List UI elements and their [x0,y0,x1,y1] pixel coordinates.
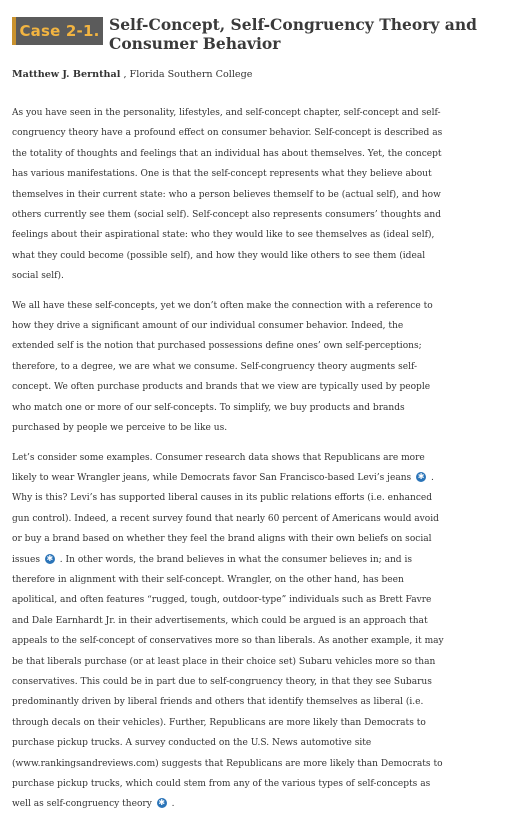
reference-icon[interactable]: ✱ [417,471,425,481]
paragraph-3-part-1: Let’s consider some examples. Consumer research data shows that Republicans are more likely to wear Wrangler jeans, while Democrats favor San Francisco-based Levi’s jeans [12,452,425,483]
author-name: Matthew J. Bernthal [12,69,121,80]
reference-icon[interactable]: ✱ [46,553,54,563]
case-body [12,103,444,824]
paragraph-3-part-3: . In other words, the brand believes in what the consumer believes in; and is therefore in alignment with their self-concept. Wrangler, on the other hand, has been apolitical, and often features “rugged, tough, outdoor-type” individuals such as Brett Favre and Dale Earnhardt Jr. in their advertisements, which could be argued is an approach that appeals to the self-concept of conservatives more so than liberals. As another example, it may be that liberals purchase (or at least place in their choice set) Subaru vehicles more so than conservatives. This could be in part due to self-congruency theory, in that they see Subarus predominantly driven by liberal friends and others that identify themselves as liberal (i.e. through decals on their vehicles). Further, Republicans are more likely than Democrats to purchase pickup trucks. A survey conducted on the U.S. News automotive site (www.rankingsandreviews.com) suggests that Republicans are more likely than Democrats to purchase pickup trucks, which could stem from any of the various types of self-concepts as well as self-congruency theory [12,554,444,810]
paragraph-3-part-4: . [171,799,175,810]
paragraph-3-part-2: . Why is this? Levi’s has supported liberal causes in its public relations efforts (i.e. enhanced gun control). Indeed, a recent survey found that nearly 60 percent of Americans would avoid or buy a brand based on whether they feel the brand aligns with their own beliefs on social issues [12,472,439,565]
author-affiliation: , Florida Southern College [123,69,253,80]
case-title: Self-Concept, Self-Congruency Theory and Consumer Behavior [109,15,477,53]
paragraph-3 [12,448,444,815]
author-line [12,68,252,82]
paragraph-1: As you have seen in the personality, lifestyles, and self-concept chapter, self-concept and self-congruency theory have a profound effect on consumer behavior. Self-concept is described as the totality of thoughts and feelings that an individual has about themselves. Yet, the concept has various manifestations. One is that the self-concept represents what they believe about themselves in their current state: who a person believes themself to be (actual self), and how others currently see them (social self). Self-concept also represents consumers’ thoughts and feelings about their aspirational state: who they would like to see themselves as (ideal self), what they could become (possible self), and how they would like others to see them (ideal social self). [12,108,443,282]
case-label-badge: Case 2-1. [12,17,103,45]
reference-icon[interactable]: ✱ [158,798,166,808]
paragraph-2: We all have these self-concepts, yet we don’t often make the connection with a reference to how they drive a significant amount of our individual consumer behavior. Indeed, the extended self is the notion that purchased possessions define ones’ own self-perceptions; therefore, to a degree, we are what we consume. Self-congruency theory augments self-concept. We often purchase products and brands that we view are typically used by people who match one or more of our self-concepts. To simplify, we buy products and brands purchased by people we perceive to be like us. [12,300,433,434]
